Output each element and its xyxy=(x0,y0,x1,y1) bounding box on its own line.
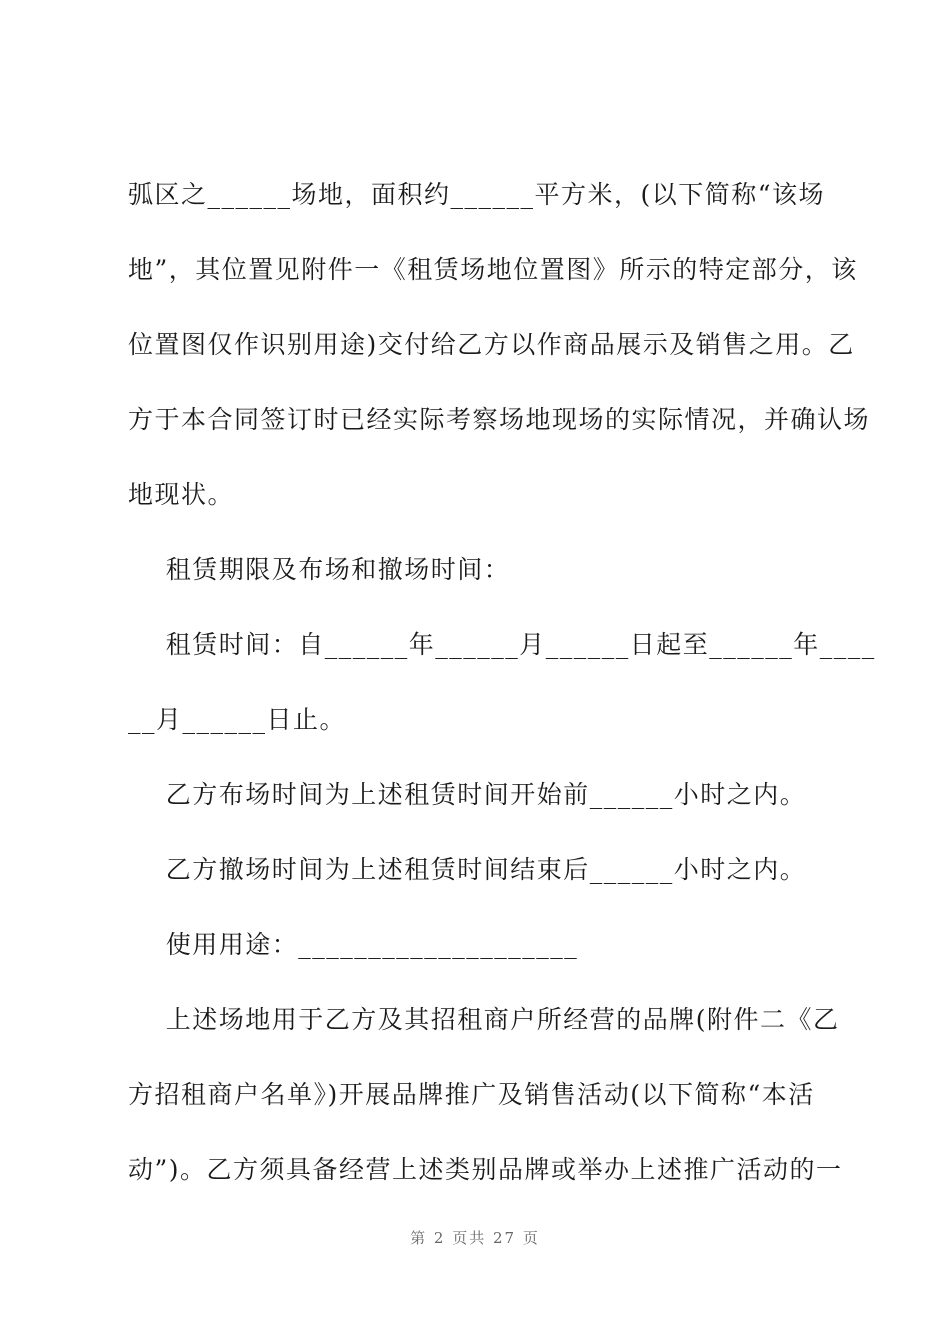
paragraph-line: 方招租商户名单》)开展品牌推广及销售活动(以下简称“本活 xyxy=(128,1080,815,1109)
paragraph-line: 弧区之______场地，面积约______平方米，(以下简称“该场 xyxy=(128,180,826,209)
paragraph-line: __月______日止。 xyxy=(128,705,347,734)
paragraph-line: 租赁时间：自______年______月______日起至______年____ xyxy=(128,630,876,659)
paragraph-line: 动”)。乙方须具备经营上述类别品牌或举办上述推广活动的一 xyxy=(128,1155,843,1184)
paragraph-line: 使用用途：____________________ xyxy=(128,930,579,959)
paragraph-line: 地现状。 xyxy=(128,480,235,509)
section-heading: 租赁期限及布场和撤场时间： xyxy=(128,555,511,584)
paragraph-line: 乙方撤场时间为上述租赁时间结束后______小时之内。 xyxy=(128,855,807,884)
paragraph-line: 上述场地用于乙方及其招租商户所经营的品牌(附件二《乙 xyxy=(128,1005,840,1034)
page-number-footer: 第 2 页共 27 页 xyxy=(410,1229,540,1247)
paragraph-line: 方于本合同签订时已经实际考察场地现场的实际情况，并确认场 xyxy=(128,405,871,434)
paragraph-line: 地”，其位置见附件一《租赁场地位置图》所示的特定部分，该 xyxy=(128,255,858,284)
paragraph-line: 乙方布场时间为上述租赁时间开始前______小时之内。 xyxy=(128,780,807,809)
paragraph-line: 位置图仅作识别用途)交付给乙方以作商品展示及销售之用。乙 xyxy=(128,330,855,359)
